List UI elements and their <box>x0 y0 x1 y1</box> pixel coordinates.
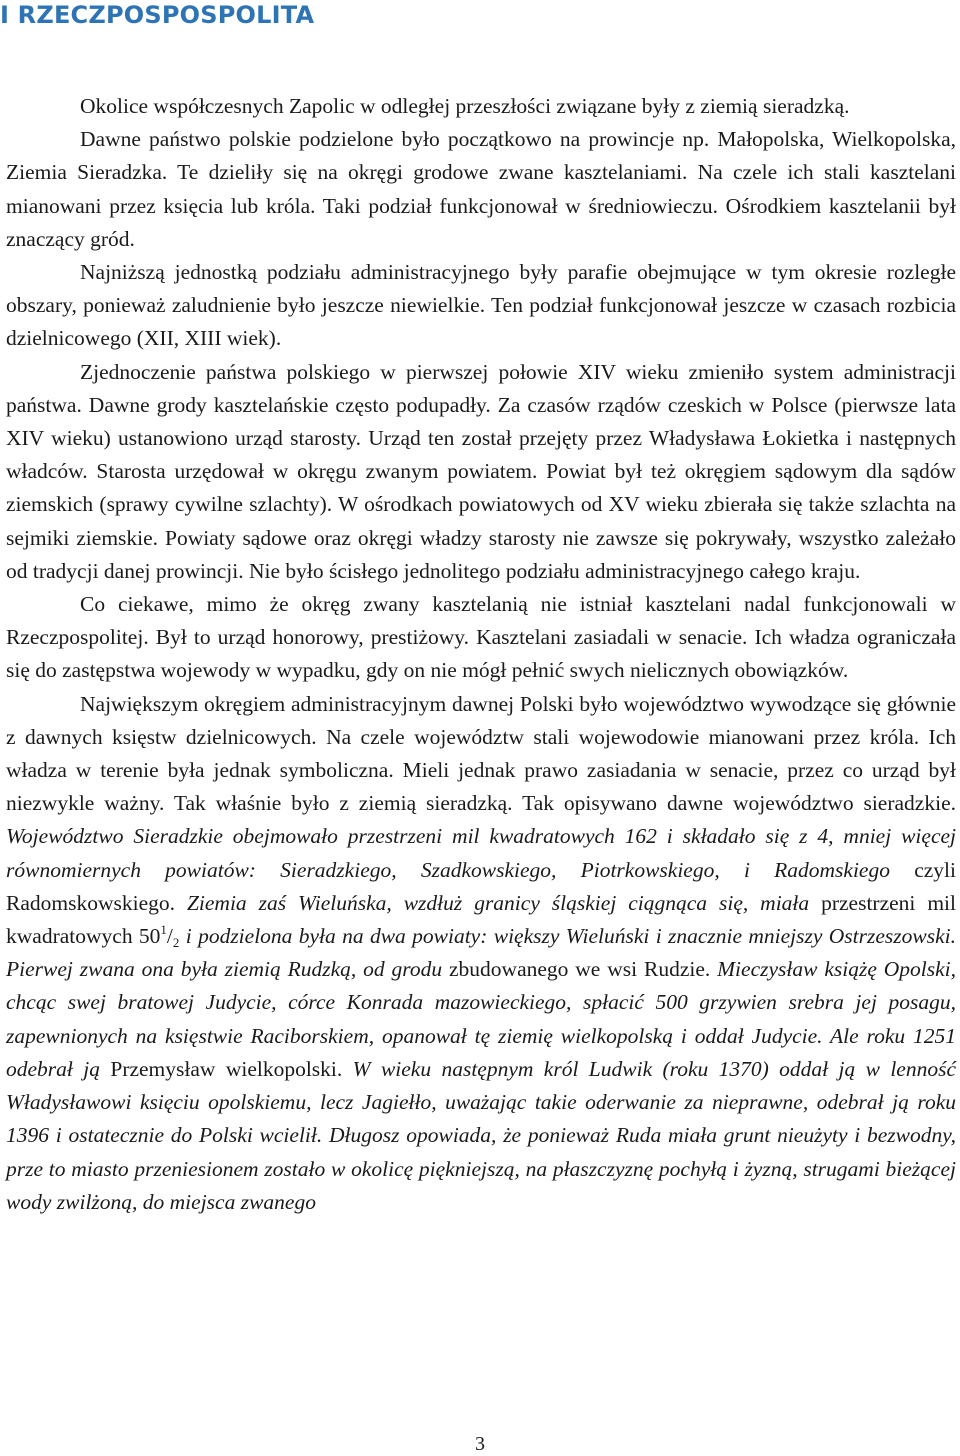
page-heading: I RZECZPOSPOSPOLITA <box>0 1 315 29</box>
quote-radomsko-name: czyli Radomskowskiego. <box>6 857 956 915</box>
paragraph-6 <box>6 688 956 1219</box>
fraction-slash: / <box>166 924 173 949</box>
document-body <box>6 90 956 1219</box>
quote-ruda-village: zbudowanego we wsi Rudzie. <box>449 957 711 982</box>
quote-przemyslaw: Przemysław wielkopolski. <box>110 1056 343 1081</box>
quote-wielun-districts: i podzielona była na dwa powiaty: większy Wieluński i znacznie mniejszy Ostrzeszowski. Pierwej zwana ona była ziemią Rudzką, od grodu <box>6 924 957 982</box>
quote-sieradz-voivodeship: Województwo Sieradzkie obejmowało przestrzeni mil kwadratowych 162 i składało się z 4, mniej więcej równomiernych powiatów: Sieradzkiego, Szadkowskiego, Piotrkowskiego, i Radomskiego <box>6 824 956 882</box>
paragraph-4: Zjednoczenie państwa polskiego w pierwszej połowie XIV wieku zmieniło system administracji państwa. Dawne grody kasztelańskie często podupadły. Za czasów rządów czeskich w Polsce (pierwsze lata XIV wieku) ustanowiono urząd starosty. Urząd ten został przejęty przez Władysława Łokietka i następnych władców. Starosta urzędował w okręgu zwanym powiatem. Powiat był też okręgiem sądowym dla sądów ziemskich (sprawy cywilne szlachty). W ośrodkach powiatowych od XV wieku zbierała się także szlachta na sejmiki ziemskie. Powiaty sądowe oraz okręgi władzy starosty nie zawsze się pokrywały, wszystko zależało od tradycji danej prowincji. Nie było ścisłego jednolitego podziału administracyjnego całego kraju. <box>6 359 956 583</box>
paragraph-3: Najniższą jednostką podziału administracyjnego były parafie obejmujące w tym okresie rozległe obszary, ponieważ zaludnienie było jeszcze niewielkie. Ten podział funkcjonował jeszcze w czasach rozbicia dzielnicowego (XII, XIII wiek). <box>6 260 956 351</box>
fraction-denominator: 2 <box>172 935 180 951</box>
page-number: 3 <box>475 1433 485 1455</box>
quote-wielun-land: Ziemia zaś Wieluńska, wzdłuż granicy śląskiej ciągnąca się, miała <box>186 890 810 915</box>
paragraph-2: Dawne państwo polskie podzielone było początkowo na prowincje np. Małopolska, Wielkopolska, Ziemia Sieradzka. Te dzieliły się na okręgi grodowe zwane kasztelaniami. Na czele ich stali kasztelani mianowani przez księcia lub króla. Taki podział funkcjonował w średniowieczu. Ośrodkiem kasztelanii był znaczący gród. <box>6 127 956 251</box>
fraction-numerator: 1 <box>160 922 167 938</box>
quote-mieczyslaw: Mieczysław książę Opolski, chcąc swej bratowej Judycie, córce Konrada mazowieckiego, spłacić 500 grzywien srebra jej posagu, zapewnionych na księstwie Raciborskiem, opanował tę ziemię wielkopolską i oddał Judycie. Ale roku 1251 odebrał ją <box>6 957 957 1081</box>
paragraph-5: Co ciekawe, mimo że okręg zwany kasztelanią nie istniał kasztelani nadal funkcjonowali w Rzeczpospolitej. Był to urząd honorowy, prestiżowy. Kasztelani zasiadali w senacie. Ich władza ograniczała się do zastępstwa wojewody w wypadku, gdy on nie mógł pełnić swych nielicznych obowiązków. <box>6 592 956 683</box>
paragraph-1: Okolice współczesnych Zapolic w odległej przeszłości związane były z ziemią sieradzką. <box>80 94 850 118</box>
quote-ludwik-jagiello: W wieku następnym król Ludwik (roku 1370) oddał ją w lenność Władysławowi księciu opolskiemu, lecz Jagiełło, uważając takie oderwanie za nieprawne, odebrał ją roku 1396 i ostatecznie do Polski wcielił. Długosz opowiada, że ponieważ Ruda miała grunt nieużyty i bezwodny, prze to miasto przeniesionem zostało w okolicę piękniejszą, na płaszczyznę pochyłą i żyzną, strugami bieżącej wody zwilżoną, do miejsca zwanego <box>6 1056 956 1214</box>
paragraph-6-text: Największym okręgiem administracyjnym dawnej Polski było województwo wywodzące się głównie z dawnych księstw dzielnicowych. Na czele województw stali wojewodowie mianowani przez króla. Ich władza w terenie była jednak symboliczna. Mieli jednak prawo zasiadania w senacie, przez co urząd był niezwykle ważny. Tak właśnie było z ziemią sieradzką. Tak opisywano dawne województwo sieradzkie. <box>6 691 956 816</box>
quote-area-miles: przestrzeni mil kwadratowych 50 <box>6 890 956 949</box>
